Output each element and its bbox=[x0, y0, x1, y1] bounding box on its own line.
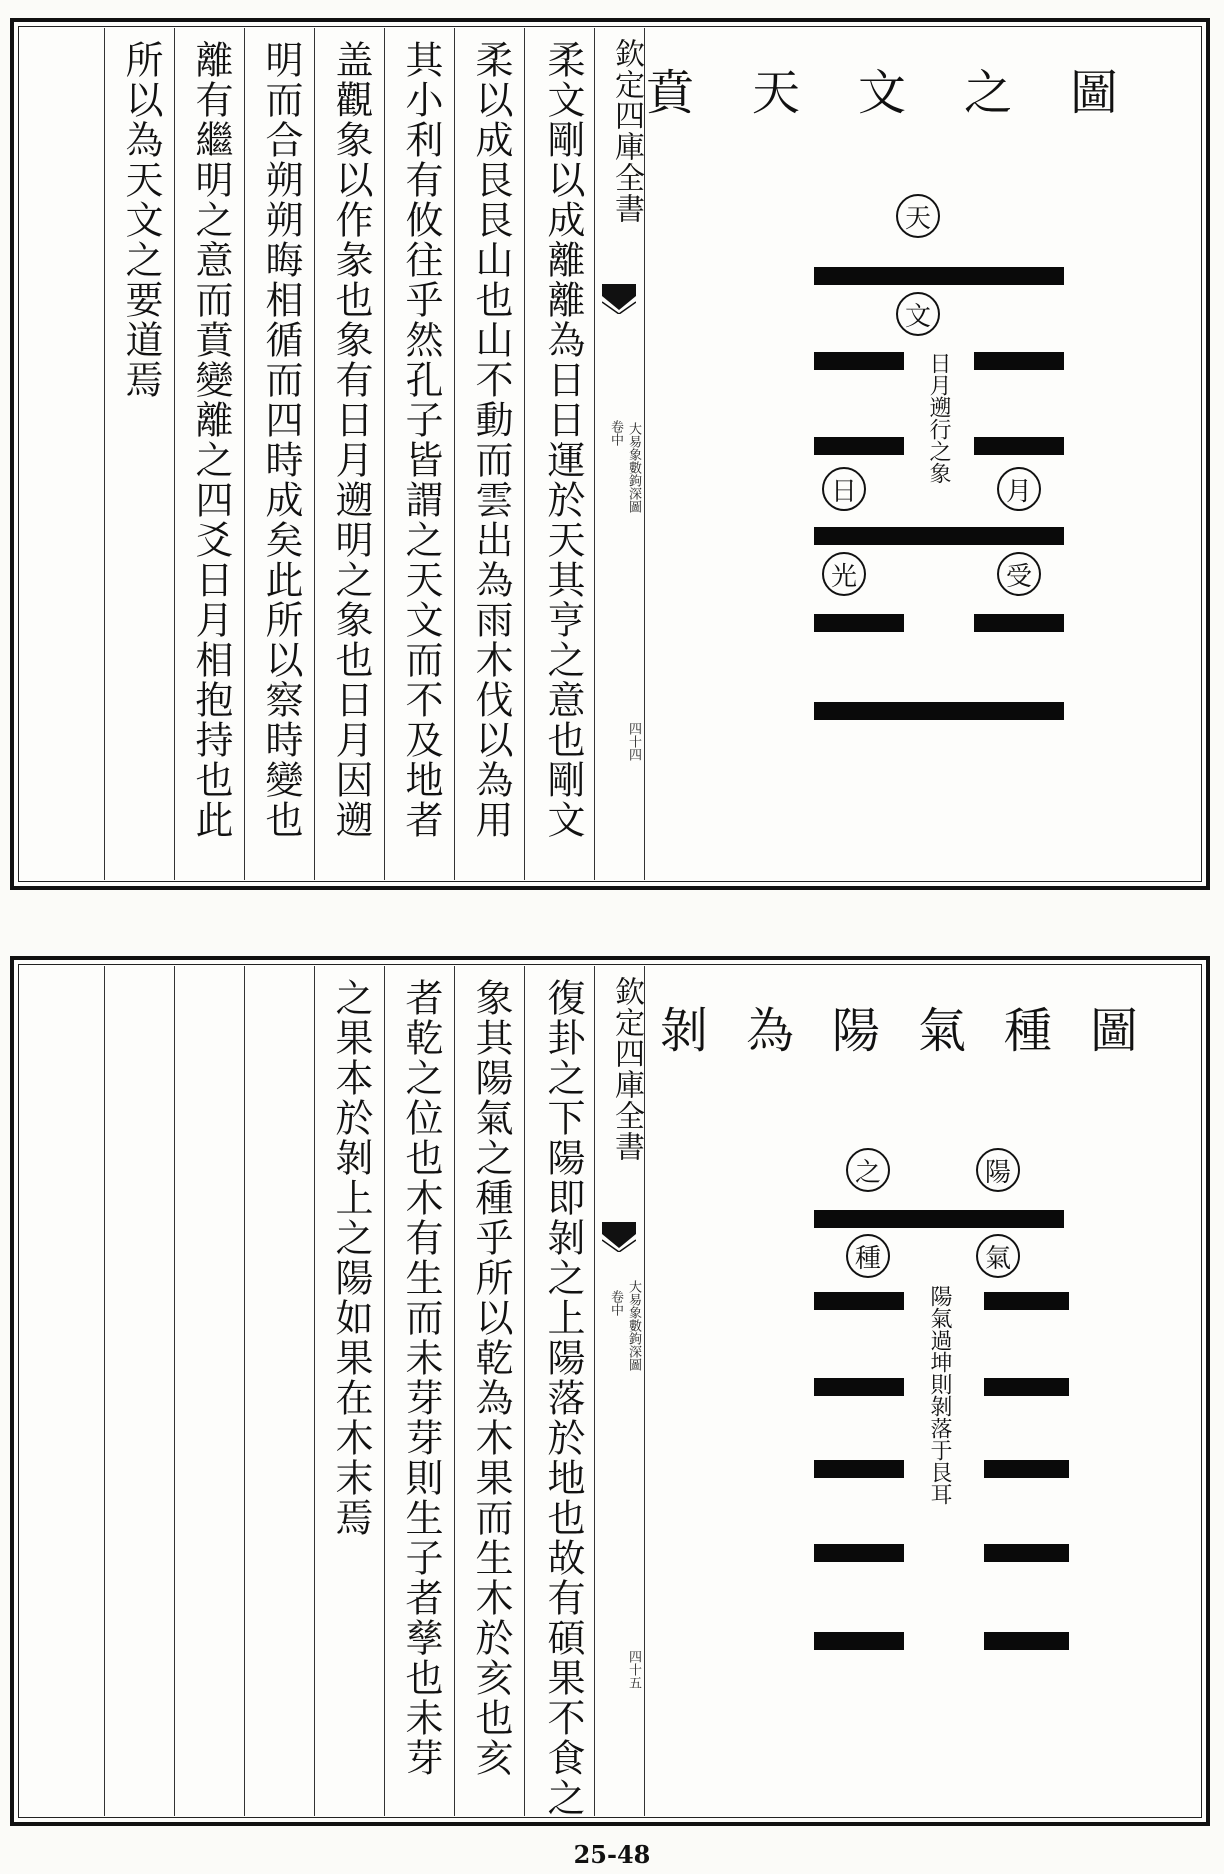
yin-line-right bbox=[984, 1544, 1069, 1562]
text-column: 離有繼明之意而賁變離之四爻日月相抱持也此 bbox=[189, 40, 233, 840]
column-rule bbox=[454, 28, 455, 880]
column-rule bbox=[314, 28, 315, 880]
circle-qi: 氣 bbox=[976, 1234, 1020, 1278]
column-rule bbox=[244, 28, 245, 880]
yin-line-3-right bbox=[974, 437, 1064, 455]
text-column: 其小利有攸往乎然孔子皆謂之天文而不及地者 bbox=[399, 40, 443, 840]
fishtail-mark bbox=[602, 1222, 636, 1252]
fishtail-mark bbox=[602, 284, 636, 314]
circle-tian: 天 bbox=[896, 194, 940, 238]
folio-number: 四十五 bbox=[626, 1650, 641, 1689]
text-column: 者乾之位也木有生而未芽芽則生子者孳也未芽 bbox=[399, 978, 443, 1778]
column-rule bbox=[244, 966, 245, 1816]
yin-line-left bbox=[814, 1632, 904, 1650]
text-column: 盖觀象以作彖也象有日月遡明之象也日月因遡 bbox=[329, 40, 373, 840]
circle-yue: 月 bbox=[997, 467, 1041, 511]
yin-line-right bbox=[984, 1292, 1069, 1310]
text-column: 柔文剛以成離離為日日運於天其亨之意也剛文 bbox=[541, 40, 585, 840]
band-volume: 卷中 bbox=[608, 1290, 623, 1316]
yin-line-3-left bbox=[814, 437, 904, 455]
column-rule bbox=[104, 966, 105, 1816]
band-book-title: 大易象數鉤深圖 bbox=[626, 422, 641, 513]
circle-yang: 陽 bbox=[976, 1148, 1020, 1192]
yin-line-right bbox=[984, 1378, 1069, 1396]
text-column: 之果本於剝上之陽如果在木末焉 bbox=[329, 978, 373, 1538]
yin-line-right bbox=[984, 1460, 1069, 1478]
yin-line-5-right bbox=[974, 614, 1064, 632]
circle-guang: 光 bbox=[822, 552, 866, 596]
column-rule bbox=[174, 966, 175, 1816]
yang-line-4 bbox=[814, 527, 1064, 545]
text-column: 所以為天文之要道焉 bbox=[119, 40, 163, 400]
column-rule bbox=[384, 28, 385, 880]
diagram-title: 賁天文之圖 bbox=[645, 65, 1176, 121]
text-column: 復卦之下陽即剝之上陽落於地也故有碩果不食之 bbox=[541, 978, 585, 1818]
text-column: 明而合朔朔晦相循而四時成矣此所以察時變也 bbox=[259, 40, 303, 840]
band-title: 欽定四庫全書 bbox=[609, 38, 644, 224]
yang-line-6 bbox=[814, 702, 1064, 720]
yin-line-2-right bbox=[974, 352, 1064, 370]
column-rule bbox=[314, 966, 315, 1816]
page-code: 25-48 bbox=[573, 1840, 651, 1869]
folio-number: 四十四 bbox=[626, 722, 641, 761]
circle-zhong: 種 bbox=[846, 1234, 890, 1278]
circle-zhi: 之 bbox=[846, 1148, 890, 1192]
upper-page bbox=[10, 18, 1210, 890]
circle-ri: 日 bbox=[822, 467, 866, 511]
yin-line-left bbox=[814, 1544, 904, 1562]
column-rule bbox=[104, 28, 105, 880]
yin-line-5-left bbox=[814, 614, 904, 632]
yang-line-1 bbox=[814, 267, 1064, 285]
yin-line-right bbox=[984, 1632, 1069, 1650]
column-rule bbox=[524, 966, 525, 1816]
yin-line-left bbox=[814, 1460, 904, 1478]
text-column: 柔以成艮艮山也山不動而雲出為雨木伐以為用 bbox=[469, 40, 513, 840]
yang-line-top bbox=[814, 1210, 1064, 1228]
column-rule bbox=[174, 28, 175, 880]
band-book-title: 大易象數鉤深圖 bbox=[626, 1280, 641, 1371]
diagram-caption: 日月遡行之象 bbox=[926, 352, 951, 484]
band-title: 欽定四庫全書 bbox=[609, 976, 644, 1162]
lower-page bbox=[10, 956, 1210, 1826]
circle-shou: 受 bbox=[997, 552, 1041, 596]
column-rule bbox=[524, 28, 525, 880]
band-volume: 卷中 bbox=[608, 420, 623, 446]
yin-line-left bbox=[814, 1378, 904, 1396]
text-column: 象其陽氣之種乎所以乾為木果而生木於亥也亥 bbox=[469, 978, 513, 1778]
yin-line-left bbox=[814, 1292, 904, 1310]
band-border-left bbox=[594, 28, 595, 880]
band-border-left bbox=[594, 966, 595, 1816]
circle-wen: 文 bbox=[896, 292, 940, 336]
yin-line-2-left bbox=[814, 352, 904, 370]
column-rule bbox=[384, 966, 385, 1816]
column-rule bbox=[454, 966, 455, 1816]
diagram-caption: 陽氣過坤則剝落于艮耳 bbox=[927, 1285, 952, 1505]
diagram-title: 剝為陽氣種圖 bbox=[659, 1003, 1176, 1059]
